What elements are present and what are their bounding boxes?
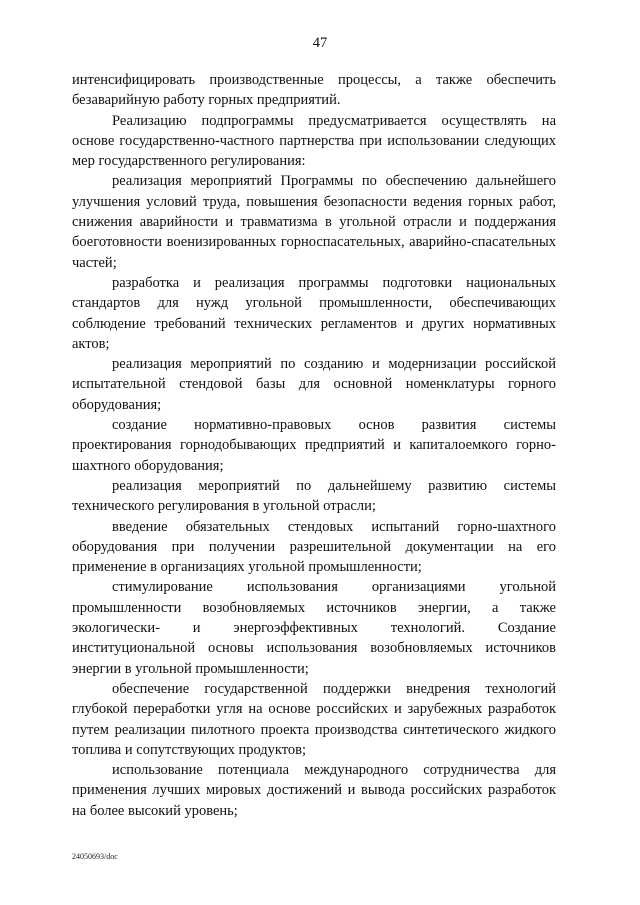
document-code: 24050693/doc (72, 852, 118, 861)
list-item-national-standards: разработка и реализация программы подготовки национальных стандартов для нужд угольной промышленности, обеспечивающих соблюдение требований технических регламентов и других нормативных актов; (72, 274, 556, 352)
list-item-international-cooperation: использование потенциала международного сотрудничества для применения лучших мировых достижений и вывода российских разработок на более высокий уровень; (72, 762, 556, 819)
list-item-bench-tests: введение обязательных стендовых испытаний горно-шахтного оборудования при получении разрешительной документации на его применение в организациях угольной промышленности; (72, 518, 556, 576)
paragraph-continuation: интенсифицировать производственные процессы, а также обеспечить безаварийную работу горных предприятий. (72, 72, 556, 109)
list-item-labor-safety: реализация мероприятий Программы по обеспечению дальнейшего улучшения условий труда, повышения безопасности ведения горных работ, снижения аварийности и травматизма в угольной отрасли и поддержания боеготовности военизированных горноспасательных, аварийно-спасательных частей; (72, 173, 556, 271)
document-body (72, 70, 556, 821)
page-number: 47 (312, 35, 328, 51)
list-item-coal-processing: обеспечение государственной поддержки внедрения технологий глубокой переработки угля на основе российских и зарубежных разработок путем реализации пилотного проекта производства синтетического жидкого топлива и сопутствующих продуктов; (72, 680, 556, 758)
list-item-test-base: реализация мероприятий по созданию и модернизации российской испытательной стендовой базы для основной номенклатуры горного оборудования; (72, 356, 556, 413)
list-item-regulatory-framework: создание нормативно-правовых основ развития системы проектирования горнодобывающих предприятий и капиталоемкого горно-шахтного оборудования; (72, 417, 556, 474)
paragraph-intro: Реализацию подпрограммы предусматривается осуществлять на основе государственно-частного партнерства при использовании следующих мер государственного регулирования: (72, 112, 556, 170)
list-item-technical-regulation: реализация мероприятий по дальнейшему развитию системы технического регулирования в угольной отрасли; (72, 477, 556, 515)
list-item-renewable-energy: стимулирование использования организациями угольной промышленности возобновляемых источников энергии, а также экологически- и энергоэффективных технологий. Создание институциональной основы использования возобновляемых источников энергии в угольной промышленности; (72, 579, 556, 677)
